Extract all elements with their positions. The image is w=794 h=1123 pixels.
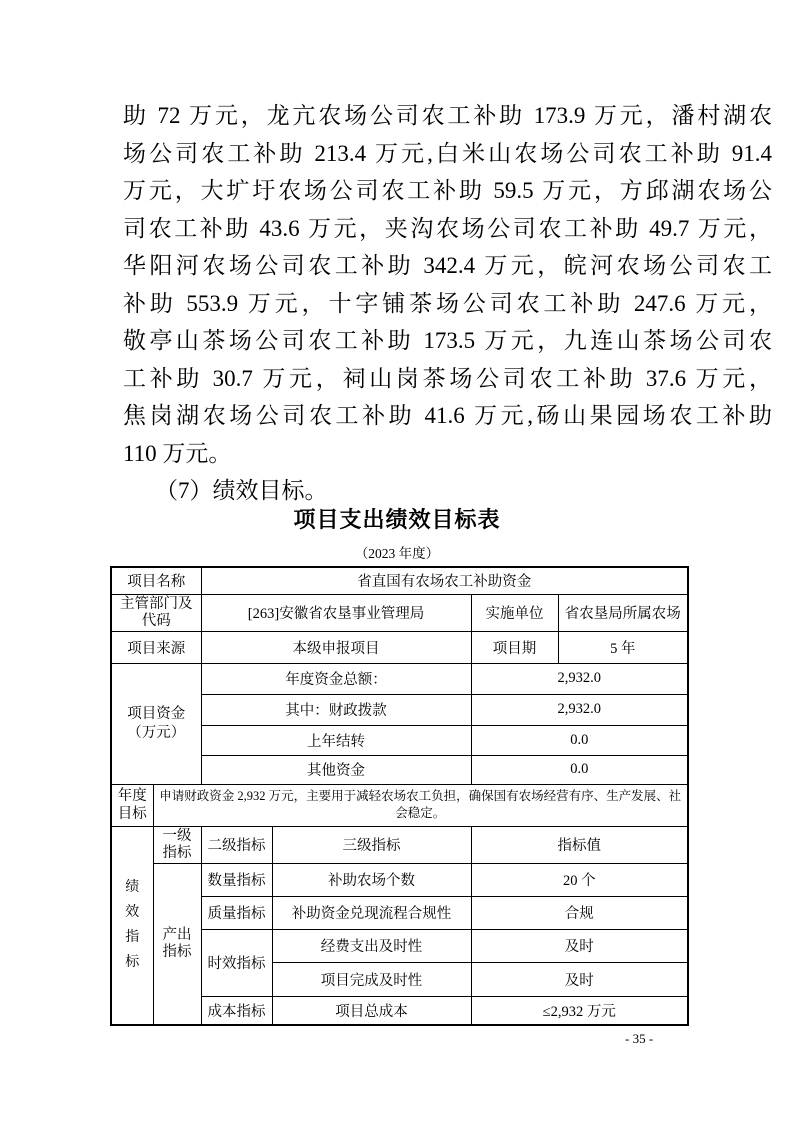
paragraph-line: 华阳河农场公司农工补助 342.4 万元，皖河农场公司农工 <box>123 253 772 278</box>
impl-unit-label: 实施单位 <box>471 594 558 631</box>
project-period-value: 5 年 <box>558 631 688 663</box>
header-value: 指标值 <box>471 826 688 863</box>
paragraph-line: 万元，大圹圩农场公司农工补助 59.5 万元，方邱湖农场公 <box>123 178 772 203</box>
fund-row-value: 0.0 <box>471 725 688 755</box>
project-source-value: 本级申报项目 <box>201 631 471 663</box>
impl-unit-value: 省农垦局所属农场 <box>558 594 688 631</box>
fund-row-label: 年度资金总额： <box>201 663 471 694</box>
fund-row-value: 2,932.0 <box>471 694 688 725</box>
project-period-label: 项目期 <box>471 631 558 663</box>
indicator-value: 及时 <box>471 929 688 962</box>
annual-goal-label: 年度目标 <box>111 784 153 826</box>
perf-indicator-group-label <box>111 826 153 1025</box>
page-number: - 35 - <box>625 1031 654 1046</box>
table-row <box>111 863 688 896</box>
fund-row-value: 0.0 <box>471 755 688 784</box>
project-funds-label <box>111 663 201 784</box>
table-subtitle: （2023 年度） <box>354 546 440 561</box>
paragraph-line: 补助 553.9 万元，十字铺茶场公司农工补助 247.6 万元， <box>123 290 772 316</box>
table-row <box>111 826 688 863</box>
header-level1: 一级指标 <box>153 826 201 863</box>
level2-label: 数量指标 <box>201 863 272 896</box>
section-subheading: （7）绩效目标。 <box>155 478 328 503</box>
paragraph-line: 敬亭山茶场公司农工补助 173.5 万元，九连山茶场公司农 <box>123 328 772 353</box>
body-paragraph <box>123 97 772 510</box>
level3-label: 项目完成及时性 <box>272 962 471 996</box>
fund-row-label: 其他资金 <box>201 755 471 784</box>
header-level2: 二级指标 <box>201 826 272 863</box>
paragraph-line: 工补助 30.7 万元，祠山岗茶场公司农工补助 37.6 万元， <box>123 365 772 391</box>
table-title: 项目支出绩效目标表 <box>293 507 501 532</box>
table-row <box>111 567 688 594</box>
dept-value: [263]安徽省农垦事业管理局 <box>201 594 471 631</box>
indicator-value: ≤2,932 万元 <box>471 996 688 1025</box>
level2-label: 时效指标 <box>201 929 272 996</box>
level3-label: 补助农场个数 <box>272 863 471 896</box>
level3-label: 补助资金兑现流程合规性 <box>272 896 471 929</box>
project-source-label: 项目来源 <box>111 631 201 663</box>
paragraph-line: 焦岗湖农场公司农工补助 41.6 万元,砀山果园场农工补助 <box>123 403 772 428</box>
paragraph-line: 助 72 万元，龙亢农场公司农工补助 173.9 万元，潘村湖农 <box>123 103 772 128</box>
fund-row-label: 上年结转 <box>201 725 471 755</box>
table-row <box>111 631 688 663</box>
project-name-value: 省直国有农场农工补助资金 <box>201 567 688 594</box>
table-row <box>111 784 688 826</box>
level2-label: 质量指标 <box>201 896 272 929</box>
paragraph-line: 110 万元。 <box>123 440 232 466</box>
project-funds-label-line2: （万元） <box>127 724 186 741</box>
level3-label: 经费支出及时性 <box>272 929 471 962</box>
paragraph-line: 场公司农工补助 213.4 万元,白米山农场公司农工补助 91.4 <box>123 140 772 166</box>
level3-label: 项目总成本 <box>272 996 471 1025</box>
paragraph-line: 司农工补助 43.6 万元，夹沟农场公司农工补助 49.7 万元， <box>123 215 772 241</box>
fund-row-value: 2,932.0 <box>471 663 688 694</box>
project-funds-label-line1: 项目资金 <box>127 705 186 722</box>
level2-label: 成本指标 <box>201 996 272 1025</box>
fund-row-label: 其中：财政拨款 <box>201 694 471 725</box>
indicator-value: 及时 <box>471 962 688 996</box>
table-row <box>111 594 688 631</box>
dept-label: 主管部门及代码 <box>111 594 201 631</box>
project-name-label: 项目名称 <box>111 567 201 594</box>
annual-goal-value: 申请财政资金 2,932 万元，主要用于减轻农场农工负担，确保国有农场经营有序、生产发展、社会稳定。 <box>153 784 688 826</box>
indicator-value: 合规 <box>471 896 688 929</box>
table-row <box>111 663 688 694</box>
perf-indicator-vertical-text: 绩效指标 <box>125 880 140 971</box>
level1-output-label: 产出指标 <box>153 863 201 1025</box>
header-level3: 三级指标 <box>272 826 471 863</box>
performance-target-table <box>110 566 689 1026</box>
indicator-value: 20 个 <box>471 863 688 896</box>
